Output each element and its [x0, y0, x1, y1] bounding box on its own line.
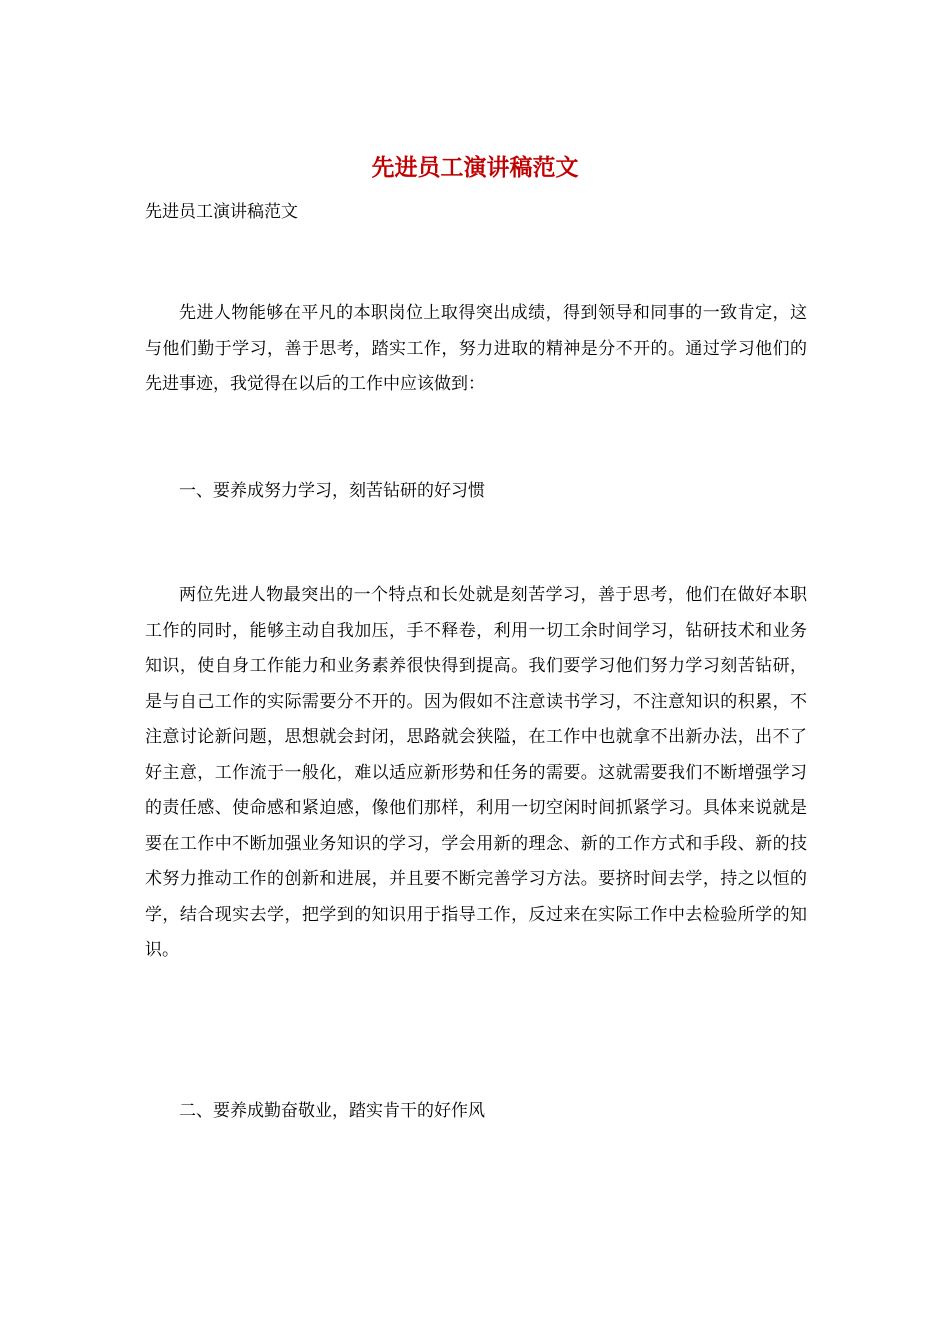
document-title: 先进员工演讲稿范文 [371, 154, 579, 181]
section-body-1: 两位先进人物最突出的一个特点和长处就是刻苦学习，善于思考，他们在做好本职工作的同时，能够主动自我加压，手不释卷，利用一切工余时间学习，钻研技术和业务知识，使自身工作能力和业务素养很快得到提高。我们要学习他们努力学习刻苦钻研，是与自己工作的实际需要分不开的。因为假如不注意读书学习，不注意知识的积累，不注意讨论新问题，思想就会封闭，思路就会狭隘，在工作中也就拿不出新办法，出不了好主意，工作流于一般化，难以适应新形势和任务的需要。这就需要我们不断增强学习的责任感、使命感和紧迫感，像他们那样，利用一切空闲时间抓紧学习。具体来说就是要在工作中不断加强业务知识的学习，学会用新的理念、新的工作方式和手段、新的技术努力推动工作的创新和进展，并且要不断完善学习方法。要挤时间去学，持之以恒的学，结合现实去学，把学到的知识用于指导工作，反过来在实际工作中去检验所学的知识。 [145, 585, 807, 960]
intro-paragraph: 先进人物能够在平凡的本职岗位上取得突出成绩，得到领导和同事的一致肯定，这与他们勤于学习，善于思考，踏实工作，努力进取的精神是分不开的。通过学习他们的先进事迹，我觉得在以后的工作中应该做到： [145, 303, 807, 394]
section-heading-2: 二、要养成勤奋敬业，踏实肯干的好作风 [179, 1101, 485, 1121]
section-heading-1: 一、要养成努力学习，刻苦钻研的好习惯 [179, 481, 485, 501]
document-subtitle: 先进员工演讲稿范文 [145, 202, 298, 222]
